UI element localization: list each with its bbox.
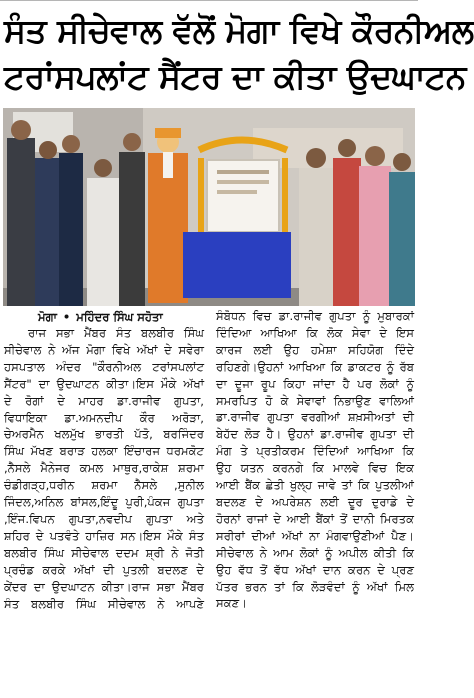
byline	[38, 310, 218, 326]
photo-saint-figure	[148, 128, 188, 303]
photo-people-right	[299, 139, 415, 306]
page-top-rule	[0, 0, 418, 8]
article-right-text: ਸੰਬੋਧਨ ਵਿਚ ਡਾ.ਰਾਜੀਵ ਗੁਪਤਾ ਨੂੰ ਮੁਬਾਰਕਾਂ ਦਿੰਦਿਆ ਆਖਿਆ ਕਿ ਲੋਕ ਸੇਵਾ ਦੇ ਇਸ ਕਾਰਜ ਲਈ ਉਹ ਹਮੇਸ਼ਾ ਸਹਿਯੋਗ ਦਿੰਦੇ ਰਹਿਣਗੇ।ਉਹਨਾਂ ਆਖਿਆ ਕਿ ਡਾਕਟਰ ਨੂੰ ਰੱਬ ਦਾ ਦੂਜਾ ਰੂਪ ਕਿਹਾ ਜਾਂਦਾ ਹੈ ਪਰ ਲੋਕਾਂ ਨੂੰ ਸਮਰਪਿਤ ਹੋ ਕੇ ਸੇਵਾਵਾਂ ਨਿਭਾਉਣ ਵਾਲਿਆਂ ਡਾ.ਰਾਜੀਵ ਗੁਪਤਾ ਵਰਗੀਆਂ ਸ਼ਖ਼ਸੀਅਤਾਂ ਦੀ ਬੇਹੱਦ ਲੋੜ ਹੈ। ਉਹਨਾਂ ਡਾ.ਰਾਜੀਵ ਗੁਪਤਾ ਦੀ ਮੰਗ ਤੇ ਪ੍ਰਤੀਕਰਮ ਦਿੰਦਿਆਂ ਆਖਿਆ ਕਿ ਉਹ ਯਤਨ ਕਰਨਗੇ ਕਿ ਮਾਲਵੇ ਵਿਚ ਇਕ ਆਈ ਬੈਂਕ ਛੇਤੀ ਖੁਲ੍ਹ ਜਾਵੇ ਤਾਂ ਕਿ ਪੁਤਲੀਆਂ ਬਦਲਣ ਦੇ ਅਪਰੇਸ਼ਨ ਲਈ ਦੂਰ ਦੁਰਾਡੇ ਦੇ ਹੋਰਨਾਂ ਰਾਜਾਂ ਦੇ ਆਈ ਬੈਂਕਾਂ ਤੋਂ ਦਾਨੀ ਮਿਰਤਕ ਸਰੀਰਾਂ ਦੀਆਂ ਅੱਖਾਂ ਨਾ ਮੰਗਵਾਉਣੀਆਂ ਪੈਣ।ਸੀਚੇਵਾਲ ਨੇ ਆਮ ਲੋਕਾਂ ਨੂੰ ਅਪੀਲ ਕੀਤੀ ਕਿ ਉਹ ਵੱਧ ਤੋਂ ਵੱਧ ਅੱਖਾਂ ਦਾਨ ਕਰਨ ਦੇ ਪ੍ਰਣ ਪੱਤਰ ਭਰਨ ਤਾਂ ਕਿ ਲੋੜਵੰਦਾਂ ਨੂੰ ਅੱਖਾਂ ਮਿਲ ਸਕਣ।	[216, 309, 414, 611]
news-photo	[3, 108, 415, 306]
headline-line-2: ਟਰਾਂਸਪਲਾਂਟ ਸੈਂਟਰ ਦਾ ਕੀਤਾ ਉਦਘਾਟਨ	[4, 57, 466, 96]
headline-line-1: ਸੰਤ ਸੀਚੇਵਾਲ ਵੱਲੋਂ ਮੋਗਾ ਵਿਖੇ ਕੌਰਨੀਅਲ	[4, 11, 474, 50]
article-column-right	[216, 308, 414, 612]
byline-reporter: ਮਹਿੰਦਰ ਸਿੰਘ ਸਹੋਤਾ	[76, 310, 163, 324]
inauguration-photo-illustration	[3, 108, 415, 306]
photo-blue-table	[183, 232, 291, 298]
article-left-text: ਰਾਜ ਸਭਾ ਮੈਂਬਰ ਸੰਤ ਬਲਬੀਰ ਸਿੰਘ ਸੀਚੇਵਾਲ ਨੇ ਅੱਜ ਮੋਗਾ ਵਿਖੇ ਅੱਖਾਂ ਦੇ ਸਵੇਰਾ ਹਸਪਤਾਲ ਅੰਦਰ "ਕੌਰਨੀਅਲ ਟਰਾਂਸਪਲਾਂਟ ਸੈਂਟਰ" ਦਾ ਉਦਘਾਟਨ ਕੀਤਾ।ਇਸ ਮੌਕੇ ਅੱਖਾਂ ਦੇ ਰੋਗਾਂ ਦੇ ਮਾਹਰ ਡਾ.ਰਾਜੀਵ ਗੁਪਤਾ, ਵਿਧਾਇਕਾ ਡਾ.ਅਮਨਦੀਪ ਕੌਰ ਅਰੋੜਾ, ਚੇਅਰਮੈਨ ਖਲਮੁੱਖ ਭਾਰਤੀ ਪੱਤੋ, ਬਰਜਿੰਦਰ ਸਿੰਘ ਮੱਖਣ ਬਰਾੜ ਹਲਕਾ ਇੰਚਾਰਜ ਧਰਮਕੋਟ ,ਨੈਸਲੇ ਮੈਨੇਜਰ ਕਮਲ ਮਾਥੁਰ,ਰਾਕੇਸ਼ ਸ਼ਰਮਾ ਚੰਡੀਗੜ੍ਹ,ਧਰੀਨ ਸ਼ਰਮਾ ਨੈਸਲੇ ,ਸੁਨੀਲ ਜਿੰਦਲ,ਅਨਿਲ ਬਾਂਸਲ,ਇੰਦੂ ਪੁਰੀ,ਪੰਕਜ ਗੁਪਤਾ ,ਇੰਜ.ਵਿਪਨ ਗੁਪਤਾ,ਨਵਦੀਪ ਗੁਪਤਾ ਅਤੇ ਸ਼ਹਿਰ ਦੇ ਪਤਵੰਤੇ ਹਾਜ਼ਿਰ ਸਨ।ਇਸ ਮੌਕੇ ਸੰਤ ਬਲਬੀਰ ਸਿੰਘ ਸੀਚੇਵਾਲ ਦਦਮ ਸ਼੍ਰੀ ਨੇ ਜੋਤੀ ਪ੍ਰਚੰਡ ਕਰਕੇ ਅੱਖਾਂ ਦੀ ਪੁਤਲੀ ਬਦਲਣ ਦੇ ਕੇਂਦਰ ਦਾ ਉਦਘਾਟਨ ਕੀਤਾ।ਰਾਜ ਸਭਾ ਮੈਂਬਰ ਸੰਤ ਬਲਬੀਰ ਸਿੰਘ ਸੀਚੇਵਾਲ ਨੇ ਆਪਣੇ	[4, 326, 204, 611]
byline-place: ਮੋਗਾ	[38, 310, 57, 324]
article-column-left	[4, 325, 204, 612]
byline-separator: •	[62, 310, 71, 324]
